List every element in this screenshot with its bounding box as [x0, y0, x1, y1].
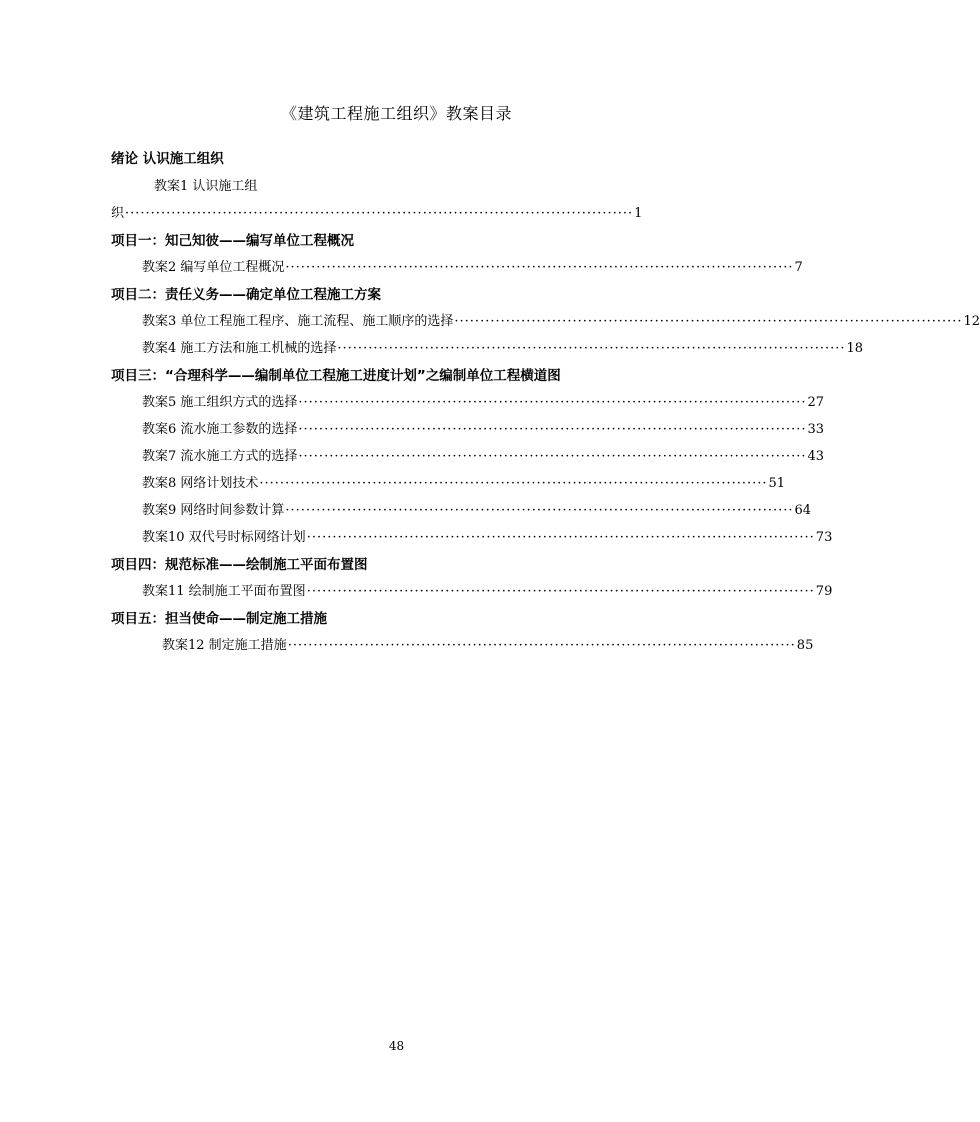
toc-leader: ···································································································: [259, 476, 768, 491]
toc-entry[interactable]: [142, 502, 812, 520]
toc-leader: ···································································································: [125, 206, 634, 221]
toc-entry-label: 教案8 网络计划技术: [142, 476, 259, 491]
toc-entry-label: 织: [111, 206, 125, 221]
toc-entry-page: 64: [794, 503, 812, 518]
toc-entry-label: 教案2 编写单位工程概况: [142, 260, 285, 275]
toc-entry-label: 教案11 绘制施工平面布置图: [142, 584, 306, 599]
section-heading-project-4: 项目四：规范标准——绘制施工平面布置图: [111, 557, 368, 573]
toc-entry-label-wrap: 教案1 认识施工组: [154, 179, 258, 194]
toc-entry-label: 教案5 施工组织方式的选择: [142, 395, 298, 410]
toc-entry[interactable]: [162, 637, 814, 655]
toc-leader: ···································································································: [306, 530, 815, 545]
toc-leader: ···································································································: [285, 503, 794, 518]
toc-entry[interactable]: [142, 475, 786, 493]
toc-entry-page: 18: [846, 341, 864, 356]
section-heading-project-3: 项目三：“合理科学——编制单位工程施工进度计划”之编制单位工程横道图: [111, 368, 561, 384]
toc-entry-page: 7: [794, 260, 803, 275]
toc-leader: ···································································································: [306, 584, 815, 599]
toc-entry[interactable]: [142, 421, 825, 439]
toc-entry[interactable]: [142, 340, 864, 358]
section-heading-project-1: 项目一：知己知彼——编写单位工程概况: [111, 233, 354, 249]
toc-entry-label: 教案4 施工方法和施工机械的选择: [142, 341, 337, 356]
toc-entry-label: 教案7 流水施工方式的选择: [142, 449, 298, 464]
toc-leader: ···································································································: [298, 449, 807, 464]
toc-entry-page: 27: [807, 395, 825, 410]
toc-entry-page: 12: [963, 314, 980, 329]
toc-entry-label: 教案10 双代号时标网络计划: [142, 530, 306, 545]
toc-entry-label: 教案6 流水施工参数的选择: [142, 422, 298, 437]
page-title: 《建筑工程施工组织》教案目录: [280, 104, 512, 123]
toc-entry[interactable]: [142, 448, 825, 466]
toc-entry[interactable]: [142, 583, 833, 601]
toc-entry-page: 33: [807, 422, 825, 437]
toc-entry[interactable]: [142, 394, 825, 412]
toc-entry-page: 1: [634, 206, 643, 221]
toc-entry[interactable]: [142, 529, 833, 547]
toc-entry-label: 教案12 制定施工措施: [162, 638, 287, 653]
toc-entry[interactable]: [111, 205, 643, 223]
toc-leader: ···································································································: [337, 341, 846, 356]
toc-leader: ···································································································: [298, 395, 807, 410]
toc-leader: ···································································································: [298, 422, 807, 437]
toc-entry-page: 43: [807, 449, 825, 464]
toc-leader: ···································································································: [287, 638, 796, 653]
section-heading-project-2: 项目二：责任义务——确定单位工程施工方案: [111, 287, 381, 303]
toc-entry-label: 教案9 网络时间参数计算: [142, 503, 285, 518]
toc-entry-page: 51: [768, 476, 786, 491]
toc-entry-page: 79: [815, 584, 833, 599]
toc-entry[interactable]: [142, 259, 803, 277]
toc-leader: ···································································································: [454, 314, 963, 329]
toc-entry-label: 教案3 单位工程施工程序、施工流程、施工顺序的选择: [142, 314, 454, 329]
toc-entry[interactable]: [142, 313, 980, 331]
page-number: 48: [388, 1039, 405, 1053]
section-heading-intro: 绪论 认识施工组织: [111, 151, 224, 167]
toc-leader: ···································································································: [285, 260, 794, 275]
toc-entry-page: 85: [796, 638, 814, 653]
toc-entry-page: 73: [815, 530, 833, 545]
section-heading-project-5: 项目五：担当使命——制定施工措施: [111, 611, 327, 627]
